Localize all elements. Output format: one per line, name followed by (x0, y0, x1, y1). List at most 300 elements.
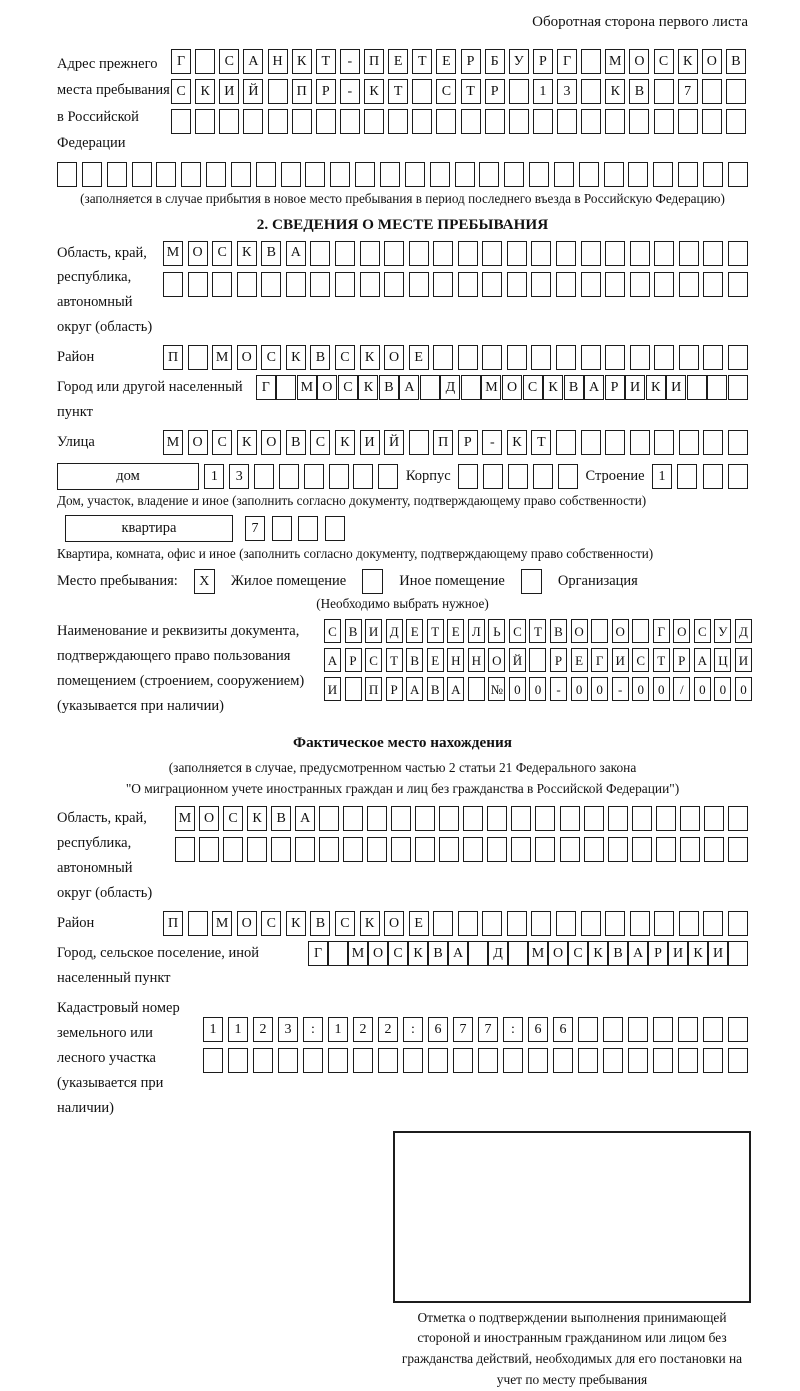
char-box[interactable]: О (629, 49, 649, 74)
char-box[interactable] (728, 345, 748, 370)
char-box[interactable] (199, 837, 219, 862)
char-box[interactable] (728, 1017, 748, 1042)
char-box[interactable]: О (261, 430, 281, 455)
char-box[interactable] (353, 464, 373, 489)
char-box[interactable] (433, 241, 453, 266)
char-box[interactable]: О (702, 49, 722, 74)
char-box[interactable] (728, 806, 748, 831)
char-box[interactable]: К (247, 806, 267, 831)
char-box[interactable] (292, 109, 312, 134)
char-box[interactable]: 7 (678, 79, 698, 104)
char-box[interactable] (528, 1048, 548, 1073)
char-box[interactable]: 1 (204, 464, 224, 489)
char-box[interactable] (678, 162, 698, 187)
char-box[interactable] (458, 911, 478, 936)
char-box[interactable]: А (628, 941, 648, 966)
char-box[interactable]: П (433, 430, 453, 455)
char-box[interactable] (630, 241, 650, 266)
char-box[interactable]: 6 (428, 1017, 448, 1042)
char-box[interactable] (391, 837, 411, 862)
char-box[interactable] (703, 430, 723, 455)
char-box[interactable]: М (481, 375, 501, 400)
char-box[interactable] (458, 272, 478, 297)
char-box[interactable] (560, 837, 580, 862)
char-box[interactable] (529, 162, 549, 187)
char-box[interactable] (378, 1048, 398, 1073)
char-box[interactable] (329, 464, 349, 489)
char-box[interactable]: С (509, 619, 526, 643)
char-box[interactable] (678, 1017, 698, 1042)
char-box[interactable]: А (243, 49, 263, 74)
char-box[interactable]: И (219, 79, 239, 104)
char-box[interactable]: Д (440, 375, 460, 400)
char-box[interactable] (478, 1048, 498, 1073)
char-box[interactable]: П (365, 677, 382, 701)
char-box[interactable] (630, 272, 650, 297)
char-box[interactable] (703, 1017, 723, 1042)
char-box[interactable] (728, 911, 748, 936)
char-box[interactable]: С (365, 648, 382, 672)
char-box[interactable] (286, 272, 306, 297)
char-box[interactable] (243, 109, 263, 134)
char-box[interactable] (653, 1017, 673, 1042)
char-box[interactable]: И (360, 430, 380, 455)
char-box[interactable] (163, 272, 183, 297)
char-box[interactable] (310, 272, 330, 297)
char-box[interactable] (632, 806, 652, 831)
char-box[interactable]: Е (409, 911, 429, 936)
char-box[interactable] (703, 272, 723, 297)
char-box[interactable] (707, 375, 727, 400)
char-box[interactable]: С (523, 375, 543, 400)
char-box[interactable] (391, 806, 411, 831)
char-box[interactable]: Б (485, 49, 505, 74)
char-box[interactable] (628, 1017, 648, 1042)
char-box[interactable]: Д (488, 941, 508, 966)
char-box[interactable] (509, 109, 529, 134)
char-box[interactable] (726, 79, 746, 104)
char-box[interactable] (420, 375, 440, 400)
char-box[interactable] (409, 430, 429, 455)
char-box[interactable]: М (297, 375, 317, 400)
char-box[interactable] (535, 806, 555, 831)
char-box[interactable] (509, 79, 529, 104)
char-box[interactable] (679, 430, 699, 455)
char-box[interactable]: О (237, 911, 257, 936)
char-box[interactable]: 6 (528, 1017, 548, 1042)
char-box[interactable] (364, 109, 384, 134)
char-box[interactable] (458, 241, 478, 266)
char-box[interactable] (468, 941, 488, 966)
char-box[interactable]: Е (409, 345, 429, 370)
char-box[interactable] (581, 109, 601, 134)
char-box[interactable] (279, 464, 299, 489)
char-box[interactable] (433, 911, 453, 936)
char-box[interactable] (531, 911, 551, 936)
char-box[interactable] (206, 162, 226, 187)
char-box[interactable]: 7 (478, 1017, 498, 1042)
char-box[interactable]: Е (406, 619, 423, 643)
char-box[interactable] (584, 837, 604, 862)
char-box[interactable] (508, 464, 528, 489)
char-box[interactable]: Н (468, 648, 485, 672)
char-box[interactable]: Р (648, 941, 668, 966)
char-box[interactable]: Р (533, 49, 553, 74)
char-box[interactable]: А (448, 941, 468, 966)
checkbox-organization[interactable] (521, 569, 542, 594)
char-box[interactable] (630, 345, 650, 370)
char-box[interactable] (703, 464, 723, 489)
char-box[interactable]: 1 (228, 1017, 248, 1042)
char-box[interactable]: О (188, 430, 208, 455)
char-box[interactable] (482, 345, 502, 370)
char-box[interactable]: В (726, 49, 746, 74)
char-box[interactable] (303, 1048, 323, 1073)
char-box[interactable] (591, 619, 608, 643)
char-box[interactable]: В (310, 911, 330, 936)
char-box[interactable]: - (340, 49, 360, 74)
char-box[interactable]: А (286, 241, 306, 266)
char-box[interactable] (558, 464, 578, 489)
char-box[interactable] (409, 241, 429, 266)
char-box[interactable]: Й (243, 79, 263, 104)
char-box[interactable] (223, 837, 243, 862)
char-box[interactable] (581, 79, 601, 104)
char-box[interactable]: 0 (653, 677, 670, 701)
char-box[interactable]: Р (345, 648, 362, 672)
char-box[interactable]: С (568, 941, 588, 966)
char-box[interactable] (188, 272, 208, 297)
char-box[interactable] (728, 837, 748, 862)
char-box[interactable]: А (295, 806, 315, 831)
char-box[interactable] (335, 241, 355, 266)
char-box[interactable]: М (528, 941, 548, 966)
char-box[interactable]: : (303, 1017, 323, 1042)
char-box[interactable] (353, 1048, 373, 1073)
char-box[interactable] (485, 109, 505, 134)
char-box[interactable] (203, 1048, 223, 1073)
char-box[interactable]: С (694, 619, 711, 643)
char-box[interactable] (535, 837, 555, 862)
char-box[interactable] (228, 1048, 248, 1073)
char-box[interactable] (605, 241, 625, 266)
char-box[interactable] (508, 941, 528, 966)
char-box[interactable]: 6 (553, 1017, 573, 1042)
char-box[interactable]: А (324, 648, 341, 672)
char-box[interactable] (463, 837, 483, 862)
char-box[interactable] (237, 272, 257, 297)
char-box[interactable]: К (237, 430, 257, 455)
char-box[interactable]: К (286, 911, 306, 936)
char-box[interactable] (507, 272, 527, 297)
char-box[interactable] (605, 272, 625, 297)
char-box[interactable] (256, 162, 276, 187)
char-box[interactable] (325, 516, 345, 541)
char-box[interactable] (345, 677, 362, 701)
char-box[interactable] (557, 109, 577, 134)
char-box[interactable] (529, 648, 546, 672)
char-box[interactable] (482, 272, 502, 297)
char-box[interactable] (728, 941, 748, 966)
char-box[interactable]: Е (388, 49, 408, 74)
char-box[interactable]: С (335, 345, 355, 370)
char-box[interactable] (553, 1048, 573, 1073)
char-box[interactable] (504, 162, 524, 187)
checkbox-other-premises[interactable] (362, 569, 383, 594)
char-box[interactable]: К (364, 79, 384, 104)
char-box[interactable]: С (171, 79, 191, 104)
char-box[interactable] (654, 430, 674, 455)
char-box[interactable] (654, 241, 674, 266)
char-box[interactable]: Р (386, 677, 403, 701)
char-box[interactable] (458, 464, 478, 489)
char-box[interactable]: Т (653, 648, 670, 672)
char-box[interactable] (156, 162, 176, 187)
char-box[interactable] (175, 837, 195, 862)
char-box[interactable]: Г (308, 941, 328, 966)
char-box[interactable]: 2 (253, 1017, 273, 1042)
char-box[interactable] (507, 345, 527, 370)
char-box[interactable]: П (292, 79, 312, 104)
char-box[interactable]: Д (735, 619, 752, 643)
char-box[interactable]: Й (384, 430, 404, 455)
char-box[interactable] (605, 911, 625, 936)
char-box[interactable]: С (310, 430, 330, 455)
char-box[interactable] (328, 1048, 348, 1073)
char-box[interactable] (556, 430, 576, 455)
char-box[interactable] (533, 464, 553, 489)
char-box[interactable] (687, 375, 707, 400)
char-box[interactable] (319, 806, 339, 831)
char-box[interactable]: С (436, 79, 456, 104)
char-box[interactable]: В (629, 79, 649, 104)
char-box[interactable] (511, 837, 531, 862)
char-box[interactable]: К (358, 375, 378, 400)
char-box[interactable]: О (384, 911, 404, 936)
char-box[interactable] (188, 345, 208, 370)
char-box[interactable] (703, 241, 723, 266)
char-box[interactable] (453, 1048, 473, 1073)
char-box[interactable] (439, 837, 459, 862)
char-box[interactable] (605, 430, 625, 455)
char-box[interactable] (680, 837, 700, 862)
char-box[interactable]: Т (531, 430, 551, 455)
char-box[interactable]: Ц (714, 648, 731, 672)
char-box[interactable] (581, 345, 601, 370)
char-box[interactable] (276, 375, 296, 400)
char-box[interactable] (702, 109, 722, 134)
char-box[interactable] (507, 911, 527, 936)
char-box[interactable] (261, 272, 281, 297)
char-box[interactable] (605, 345, 625, 370)
char-box[interactable]: К (646, 375, 666, 400)
char-box[interactable] (295, 837, 315, 862)
char-box[interactable] (578, 1048, 598, 1073)
char-box[interactable]: Т (386, 648, 403, 672)
char-box[interactable] (316, 109, 336, 134)
char-box[interactable]: И (625, 375, 645, 400)
char-box[interactable]: О (612, 619, 629, 643)
char-box[interactable]: Г (557, 49, 577, 74)
char-box[interactable]: К (507, 430, 527, 455)
char-box[interactable] (107, 162, 127, 187)
char-box[interactable]: 7 (245, 516, 265, 541)
char-box[interactable]: М (175, 806, 195, 831)
char-box[interactable]: 0 (714, 677, 731, 701)
char-box[interactable] (310, 241, 330, 266)
checkbox-residential[interactable]: X (194, 569, 215, 594)
char-box[interactable] (703, 162, 723, 187)
char-box[interactable]: К (286, 345, 306, 370)
char-box[interactable]: Е (436, 49, 456, 74)
char-box[interactable]: В (261, 241, 281, 266)
char-box[interactable]: О (673, 619, 690, 643)
char-box[interactable]: М (163, 241, 183, 266)
char-box[interactable]: С (338, 375, 358, 400)
char-box[interactable]: С (324, 619, 341, 643)
char-box[interactable]: Е (447, 619, 464, 643)
char-box[interactable] (728, 162, 748, 187)
char-box[interactable]: 7 (453, 1017, 473, 1042)
char-box[interactable]: С (212, 241, 232, 266)
char-box[interactable]: К (543, 375, 563, 400)
char-box[interactable]: Т (461, 79, 481, 104)
char-box[interactable] (367, 806, 387, 831)
char-box[interactable] (360, 272, 380, 297)
char-box[interactable] (367, 837, 387, 862)
char-box[interactable] (298, 516, 318, 541)
char-box[interactable] (415, 806, 435, 831)
char-box[interactable]: 3 (229, 464, 249, 489)
char-box[interactable]: Г (653, 619, 670, 643)
char-box[interactable] (656, 837, 676, 862)
char-box[interactable] (703, 345, 723, 370)
char-box[interactable]: Т (529, 619, 546, 643)
char-box[interactable] (171, 109, 191, 134)
char-box[interactable] (482, 241, 502, 266)
char-box[interactable]: У (714, 619, 731, 643)
char-box[interactable] (578, 1017, 598, 1042)
char-box[interactable]: О (188, 241, 208, 266)
char-box[interactable]: С (388, 941, 408, 966)
char-box[interactable] (679, 241, 699, 266)
char-box[interactable]: В (379, 375, 399, 400)
char-box[interactable] (630, 911, 650, 936)
char-box[interactable] (247, 837, 267, 862)
char-box[interactable]: С (335, 911, 355, 936)
char-box[interactable]: М (212, 911, 232, 936)
char-box[interactable] (632, 837, 652, 862)
char-box[interactable]: 1 (533, 79, 553, 104)
char-box[interactable]: К (688, 941, 708, 966)
char-box[interactable] (463, 806, 483, 831)
char-box[interactable] (531, 272, 551, 297)
char-box[interactable] (254, 464, 274, 489)
char-box[interactable] (554, 162, 574, 187)
char-box[interactable] (482, 911, 502, 936)
char-box[interactable] (604, 162, 624, 187)
char-box[interactable]: Р (458, 430, 478, 455)
char-box[interactable]: П (163, 911, 183, 936)
char-box[interactable]: 3 (278, 1017, 298, 1042)
char-box[interactable]: К (237, 241, 257, 266)
char-box[interactable]: : (503, 1017, 523, 1042)
char-box[interactable]: 0 (529, 677, 546, 701)
char-box[interactable]: Г (171, 49, 191, 74)
char-box[interactable] (340, 109, 360, 134)
char-box[interactable] (608, 837, 628, 862)
char-box[interactable] (581, 911, 601, 936)
char-box[interactable] (632, 619, 649, 643)
char-box[interactable] (335, 272, 355, 297)
char-box[interactable] (678, 1048, 698, 1073)
char-box[interactable] (581, 272, 601, 297)
char-box[interactable]: 0 (591, 677, 608, 701)
char-box[interactable] (728, 272, 748, 297)
char-box[interactable]: В (406, 648, 423, 672)
char-box[interactable] (271, 837, 291, 862)
char-box[interactable]: 0 (694, 677, 711, 701)
char-box[interactable] (343, 837, 363, 862)
char-box[interactable] (704, 837, 724, 862)
char-box[interactable]: : (403, 1017, 423, 1042)
char-box[interactable] (461, 109, 481, 134)
char-box[interactable]: С (219, 49, 239, 74)
char-box[interactable] (533, 109, 553, 134)
char-box[interactable]: И (612, 648, 629, 672)
char-box[interactable]: С (223, 806, 243, 831)
char-box[interactable] (726, 109, 746, 134)
char-box[interactable] (412, 109, 432, 134)
char-box[interactable]: Е (427, 648, 444, 672)
char-box[interactable]: Р (461, 49, 481, 74)
char-box[interactable]: К (605, 79, 625, 104)
char-box[interactable]: А (447, 677, 464, 701)
char-box[interactable]: Г (256, 375, 276, 400)
char-box[interactable] (436, 109, 456, 134)
char-box[interactable]: Р (316, 79, 336, 104)
char-box[interactable]: Т (427, 619, 444, 643)
char-box[interactable] (678, 109, 698, 134)
char-box[interactable]: Л (468, 619, 485, 643)
char-box[interactable]: М (163, 430, 183, 455)
char-box[interactable]: Е (571, 648, 588, 672)
char-box[interactable]: П (364, 49, 384, 74)
char-box[interactable] (581, 430, 601, 455)
char-box[interactable]: Р (673, 648, 690, 672)
char-box[interactable] (212, 272, 232, 297)
char-box[interactable]: 0 (509, 677, 526, 701)
char-box[interactable]: О (237, 345, 257, 370)
char-box[interactable] (195, 109, 215, 134)
char-box[interactable]: Д (386, 619, 403, 643)
char-box[interactable] (268, 79, 288, 104)
char-box[interactable] (679, 345, 699, 370)
char-box[interactable] (704, 806, 724, 831)
char-box[interactable] (487, 837, 507, 862)
char-box[interactable] (556, 272, 576, 297)
char-box[interactable] (415, 837, 435, 862)
char-box[interactable]: И (735, 648, 752, 672)
char-box[interactable] (403, 1048, 423, 1073)
char-box[interactable] (409, 272, 429, 297)
char-box[interactable] (503, 1048, 523, 1073)
char-box[interactable] (531, 345, 551, 370)
char-box[interactable]: О (368, 941, 388, 966)
char-box[interactable]: 0 (735, 677, 752, 701)
char-box[interactable] (679, 272, 699, 297)
char-box[interactable] (654, 109, 674, 134)
